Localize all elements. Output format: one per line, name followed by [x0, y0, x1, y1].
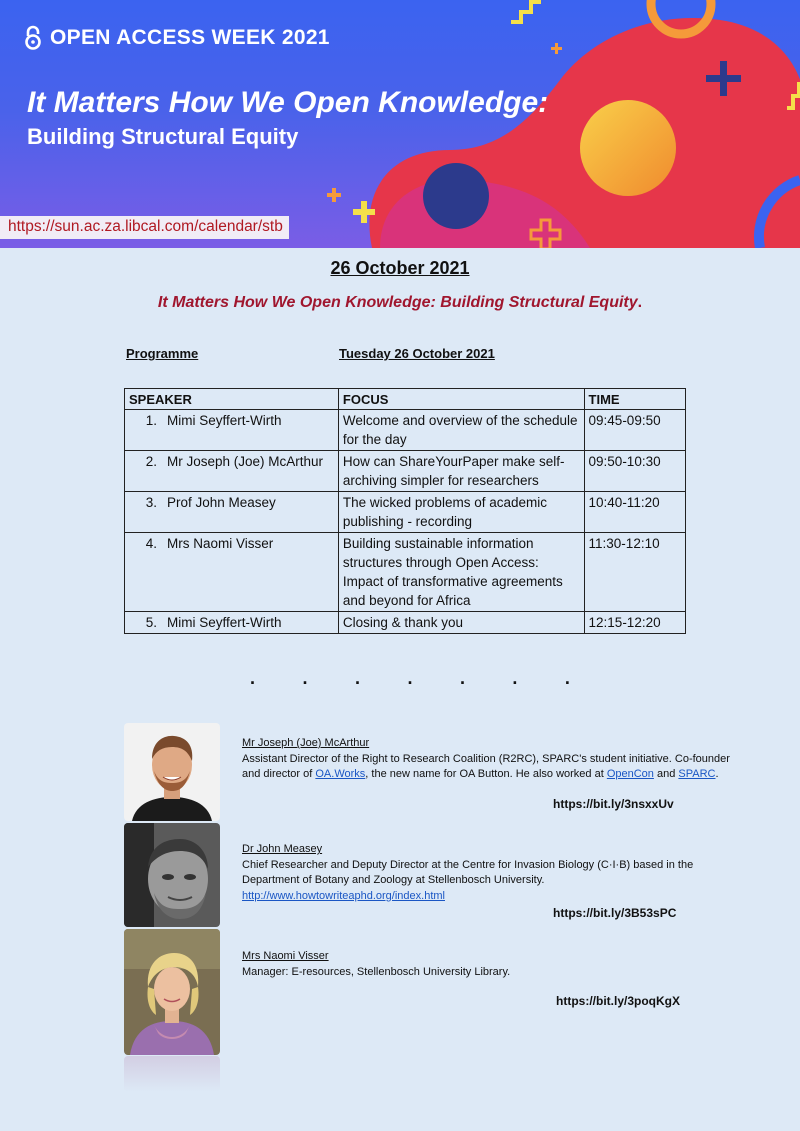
speaker-photo-measey: [124, 823, 220, 927]
speaker-name: Mrs Naomi Visser: [167, 536, 274, 551]
speaker-photo-mcarthur: [124, 723, 220, 821]
speaker-cell: [125, 612, 339, 634]
bio-text-part: Assistant Director of the Right to Research Coalition (R2RC), SPARC's student initiative. Co-founder and director of: [242, 752, 730, 780]
speaker-name: Mr Joseph (Joe) McArthur: [167, 454, 324, 469]
table-row: [125, 451, 686, 492]
opencon-link[interactable]: OpenCon: [606, 768, 654, 780]
time-cell: 12:15-12:20: [584, 612, 685, 634]
row-number: 2.: [145, 454, 157, 469]
divider-dot: .: [250, 668, 256, 688]
focus-cell: The wicked problems of academic publishing - recording: [338, 492, 584, 533]
bio-mcarthur: [242, 736, 742, 783]
time-cell: 11:30-12:10: [584, 533, 685, 612]
row-number: 1.: [145, 413, 157, 428]
table-row: [125, 533, 686, 612]
speaker-name: Mimi Seyffert-Wirth: [167, 615, 282, 630]
shortlink-measey[interactable]: https://bit.ly/3B53sPC: [553, 906, 677, 920]
bio-measey: [242, 842, 742, 904]
row-number: 3.: [145, 495, 157, 510]
speaker-cell: [125, 492, 339, 533]
row-number: 5.: [145, 615, 157, 630]
theme-text: It Matters How We Open Knowledge: Building Structural Equity: [157, 294, 638, 311]
focus-cell: How can ShareYourPaper make self-archiving simpler for researchers: [338, 451, 584, 492]
header-time: TIME: [584, 389, 685, 410]
divider-dot: .: [354, 668, 360, 688]
divider-dot: .: [512, 668, 518, 688]
speaker-name: Prof John Measey: [167, 495, 276, 510]
focus-cell: Closing & thank you: [338, 612, 584, 634]
howtowriteaphd-link[interactable]: http://www.howtowriteaphd.org/index.html: [242, 889, 445, 902]
header-focus: FOCUS: [338, 389, 584, 410]
bio-name: Mr Joseph (Joe) McArthur: [242, 737, 370, 749]
date-heading: 26 October 2021: [330, 258, 470, 278]
bio-text: Chief Researcher and Deputy Director at the Centre for Invasion Biology (C·I·B) based in the Department of Botany and Zoology at Stellenbosch University.: [242, 858, 694, 886]
speaker-cell: [125, 410, 339, 451]
bio-text-part: and: [653, 768, 679, 780]
table-row: [125, 492, 686, 533]
brand-header: [24, 24, 330, 52]
bio-visser: [242, 949, 742, 980]
divider-dot: .: [302, 668, 308, 688]
table-row: [125, 410, 686, 451]
oa-works-link[interactable]: OA.Works: [315, 768, 366, 780]
focus-cell: Building sustainable information structures through Open Access: Impact of transformative agreements and beyond for Africa: [338, 533, 584, 612]
divider-dot: .: [459, 668, 465, 688]
divider-dot: .: [407, 668, 413, 688]
speaker-photo-visser: [124, 929, 220, 1055]
bio-text: Manager: E-resources, Stellenbosch University Library.: [242, 965, 511, 978]
speaker-cell: [125, 451, 339, 492]
bio-text: [242, 752, 742, 783]
shortlink-visser[interactable]: https://bit.ly/3poqKgX: [556, 994, 680, 1008]
row-number: 4.: [145, 536, 157, 551]
bio-name: Dr John Measey: [242, 843, 323, 855]
banner-calendar-link[interactable]: https://sun.ac.za.libcal.com/calendar/stb: [0, 216, 289, 239]
table-header-row: [125, 389, 686, 410]
sparc-link[interactable]: SPARC: [678, 768, 716, 780]
banner-subtitle: Building Structural Equity: [27, 124, 299, 149]
table-row: [125, 612, 686, 634]
open-access-lock-icon: [24, 25, 42, 51]
section-divider-dots: [250, 668, 570, 688]
focus-cell: Welcome and overview of the schedule for the day: [338, 410, 584, 451]
time-cell: 09:45-09:50: [584, 410, 685, 451]
programme-date: Tuesday 26 October 2021: [339, 346, 495, 361]
time-cell: 09:50-10:30: [584, 451, 685, 492]
speaker-cell: [125, 533, 339, 612]
header-speaker: SPEAKER: [125, 389, 339, 410]
theme-period: .: [637, 294, 643, 311]
programme-label: Programme: [126, 346, 199, 361]
speaker-name: Mimi Seyffert-Wirth: [167, 413, 282, 428]
photo-reflection: [124, 1056, 220, 1092]
bio-text-part: .: [715, 768, 719, 780]
event-banner: [0, 0, 800, 248]
schedule-table: [124, 388, 686, 634]
brand-text: OPEN ACCESS WEEK 2021: [50, 26, 330, 49]
banner-title: It Matters How We Open Knowledge:: [27, 86, 549, 119]
bio-text-part: , the new name for OA Button. He also worked at: [365, 768, 607, 780]
theme-heading: [0, 294, 800, 312]
divider-dot: .: [564, 668, 570, 688]
bio-name: Mrs Naomi Visser: [242, 950, 329, 962]
time-cell: 10:40-11:20: [584, 492, 685, 533]
shortlink-mcarthur[interactable]: https://bit.ly/3nsxxUv: [553, 797, 674, 811]
